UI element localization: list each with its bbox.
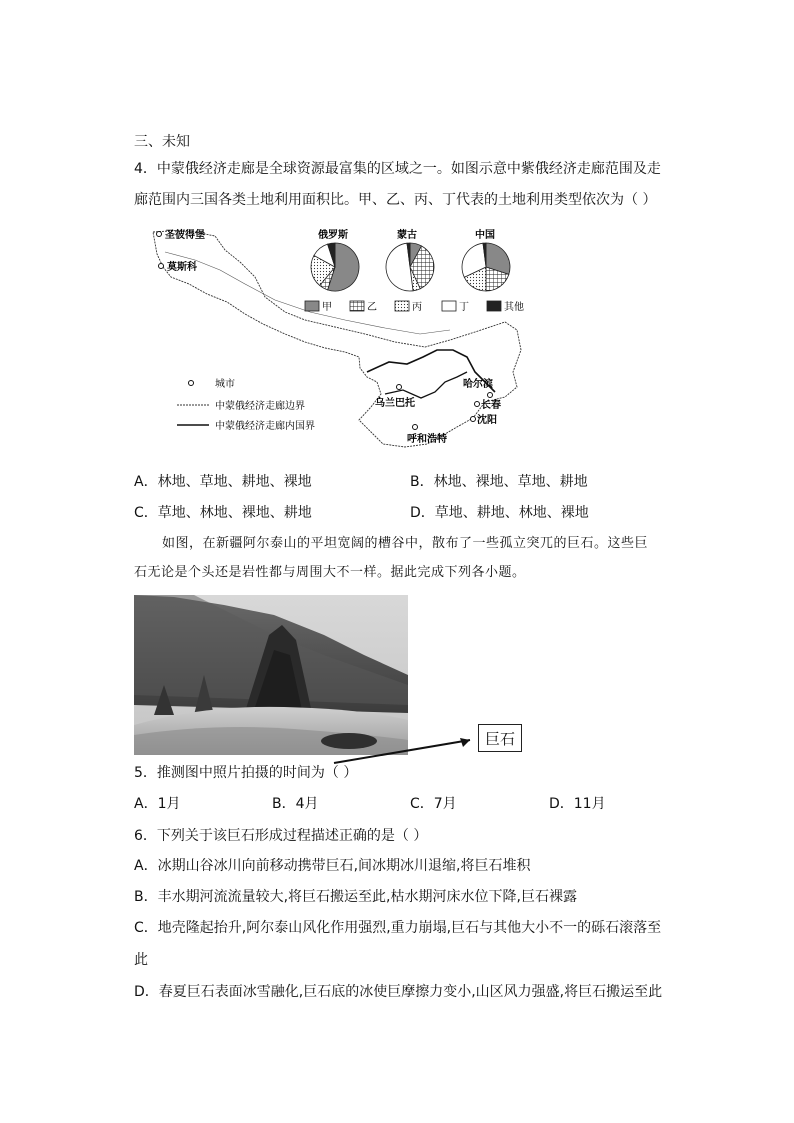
pie-china	[462, 243, 510, 291]
svg-text:圣彼得堡: 圣彼得堡	[165, 230, 205, 241]
city-hohhot	[407, 425, 447, 446]
boulder-callout-label: 巨石	[478, 724, 522, 752]
corridor-map-figure	[145, 222, 555, 457]
q4-option-b[interactable]: B．林地、裸地、草地、耕地	[410, 474, 588, 490]
map-legend	[177, 377, 315, 432]
pie-label-china: 中国	[475, 230, 495, 241]
city-shenyang	[471, 413, 498, 426]
svg-text:哈尔滨: 哈尔滨	[463, 379, 493, 390]
q4-stem-line2: 廊范围内三国各类土地利用面积比。甲、乙、丙、丁代表的土地利用类型依次为（ ）	[134, 192, 657, 208]
section-heading: 三、未知	[134, 134, 190, 150]
q6-option-c-line2[interactable]: 此	[134, 952, 148, 968]
svg-text:乌兰巴托: 乌兰巴托	[375, 398, 415, 409]
q6-option-c-line1[interactable]: C．地壳隆起抬升,阿尔泰山风化作用强烈,重力崩塌,巨石与其他大小不一的砾石滚落至	[134, 920, 662, 936]
city-harbin	[463, 377, 493, 398]
pie-russia	[311, 243, 359, 291]
svg-text:莫斯科: 莫斯科	[167, 262, 197, 273]
legend-bing: 丙	[412, 302, 422, 313]
legend-other: 其他	[504, 302, 524, 313]
pie-label-russia: 俄罗斯	[318, 230, 348, 241]
svg-text:沈阳: 沈阳	[477, 415, 497, 426]
passage-line2: 石无论是个头还是岩性都与周围大不一样。据此完成下列各小题。	[134, 565, 526, 580]
legend-yi: 乙	[367, 302, 377, 313]
city-moscow	[159, 260, 198, 273]
q4-option-d[interactable]: D．草地、耕地、林地、裸地	[410, 505, 589, 521]
pie-legend	[305, 300, 524, 313]
q5-option-a[interactable]: A．1月	[134, 796, 181, 812]
q6-stem: 6．下列关于该巨石形成过程描述正确的是（ ）	[134, 828, 428, 844]
q6-option-a[interactable]: A．冰期山谷冰川向前移动携带巨石,间冰期冰川退缩,将巨石堆积	[134, 858, 531, 874]
q6-option-b[interactable]: B．丰水期河流流量较大,将巨石搬运至此,枯水期河床水位下降,巨石裸露	[134, 889, 577, 905]
q4-option-a[interactable]: A．林地、草地、耕地、裸地	[134, 474, 312, 490]
pie-mongolia	[386, 243, 434, 291]
pie-label-mongolia: 蒙古	[397, 230, 417, 241]
q5-option-c[interactable]: C．7月	[410, 796, 457, 812]
q5-option-d[interactable]: D．11月	[549, 796, 606, 812]
legend-jia: 甲	[322, 302, 332, 313]
svg-text:呼和浩特: 呼和浩特	[407, 434, 447, 445]
legend-city: 城市	[215, 379, 235, 390]
q5-stem: 5．推测图中照片拍摄的时间为（ ）	[134, 765, 358, 781]
passage-line1: 如图，在新疆阿尔泰山的平坦宽阔的槽谷中，散布了一些孤立突兀的巨石。这些巨	[162, 536, 649, 551]
legend-corridor-boundary: 中蒙俄经济走廊边界	[215, 401, 305, 412]
q4-stem-line1: 4．中蒙俄经济走廊是全球资源最富集的区域之一。如图示意中紫俄经济走廊范围及走	[134, 161, 661, 177]
q5-option-b[interactable]: B．4月	[272, 796, 319, 812]
q6-option-d[interactable]: D．春夏巨石表面冰雪融化,巨石底的冰使巨摩擦力变小,山区风力强盛,将巨石搬运至此	[134, 984, 663, 1000]
q4-option-c[interactable]: C．草地、林地、裸地、耕地	[134, 505, 312, 521]
legend-ding: 丁	[459, 302, 469, 313]
city-ulanbator	[375, 385, 415, 410]
svg-text:长春: 长春	[481, 400, 501, 411]
city-changchun	[475, 398, 502, 411]
legend-national-boundary: 中蒙俄经济走廊内国界	[215, 421, 315, 432]
city-st-petersburg	[157, 228, 206, 241]
